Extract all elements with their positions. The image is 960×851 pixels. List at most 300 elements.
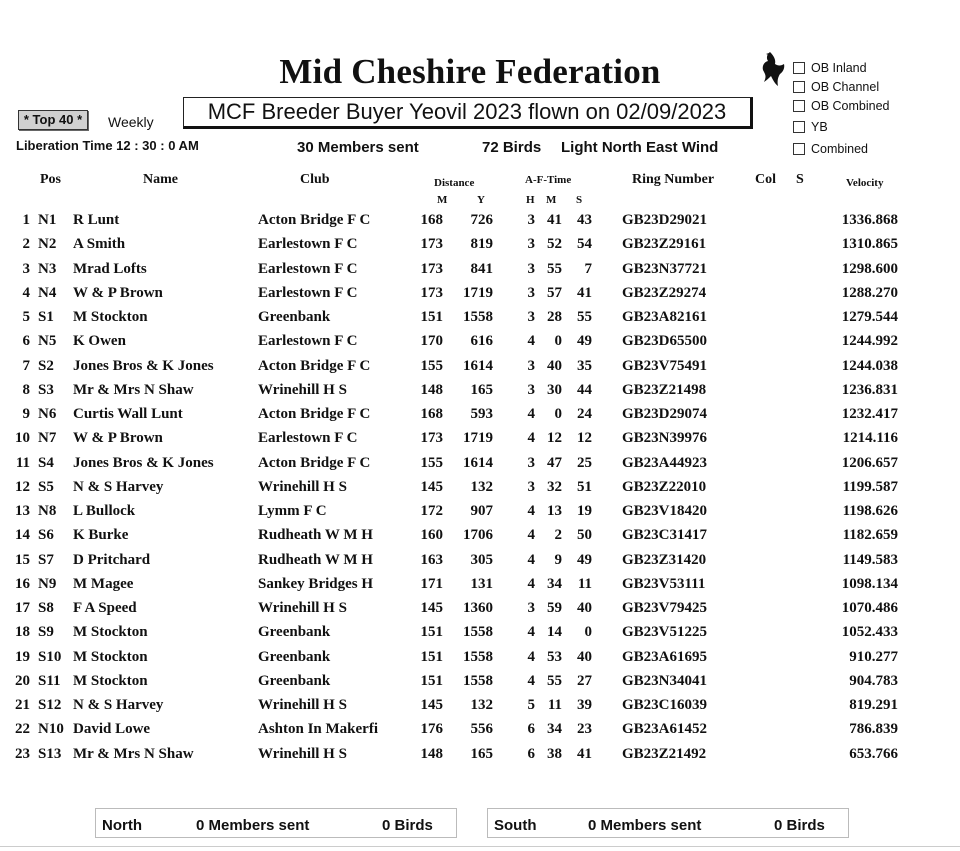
distance-yards-cell: 841 (470, 260, 493, 277)
distance-miles-cell: 155 (420, 357, 443, 374)
club-cell: Wrinehill H S (258, 381, 347, 398)
table-row (0, 552, 960, 576)
time-hours-cell: 3 (527, 600, 535, 616)
option-ob-channel[interactable] (793, 79, 879, 95)
ring-number-cell: GB23Z29161 (622, 236, 707, 253)
club-cell: Wrinehill H S (258, 745, 347, 762)
ring-number-cell: GB23A61695 (622, 648, 708, 665)
distance-miles-cell: 171 (420, 575, 443, 592)
velocity-cell: 1336.868 (841, 212, 898, 228)
section-cell: N5 (38, 333, 57, 350)
distance-miles-cell: 168 (420, 406, 443, 422)
table-row (0, 406, 960, 430)
distance-miles-cell: 176 (420, 721, 443, 738)
name-cell: F A Speed (73, 600, 137, 616)
time-hours-cell: 3 (527, 381, 535, 398)
time-minutes-cell: 59 (547, 600, 562, 616)
time-minutes-cell: 34 (547, 575, 562, 592)
wind-conditions: Light North East Wind (561, 139, 719, 156)
time-seconds-cell: 50 (577, 527, 592, 544)
distance-miles-cell: 151 (420, 309, 443, 325)
name-cell: Curtis Wall Lunt (73, 406, 183, 422)
pos-cell: 5 (22, 309, 30, 325)
club-cell: Wrinehill H S (258, 600, 347, 616)
distance-miles-cell: 148 (420, 745, 443, 762)
distance-miles-cell: 155 (420, 454, 443, 471)
time-seconds-cell: 12 (577, 430, 592, 447)
velocity-cell: 1198.626 (842, 503, 898, 519)
section-cell: N8 (38, 503, 57, 519)
ring-number-cell: GB23Z31420 (622, 551, 707, 568)
velocity-cell: 653.766 (849, 745, 898, 762)
time-minutes-cell: 32 (547, 478, 562, 495)
pos-cell: 12 (15, 478, 30, 495)
table-row (0, 527, 960, 551)
distance-yards-cell: 1614 (463, 454, 493, 471)
name-cell: R Lunt (73, 212, 120, 228)
velocity-cell: 1298.600 (841, 260, 898, 277)
distance-yards-cell: 593 (470, 406, 493, 422)
distance-miles-cell: 145 (420, 600, 443, 616)
distance-yards-cell: 819 (470, 236, 493, 253)
distance-miles-cell: 173 (420, 260, 443, 277)
club-cell: Earlestown F C (258, 236, 358, 253)
time-hours-cell: 6 (527, 721, 535, 738)
table-row (0, 455, 960, 479)
distance-yards-cell: 1558 (463, 672, 493, 689)
club-cell: Acton Bridge F C (258, 406, 371, 422)
time-hours-cell: 4 (527, 624, 535, 641)
pos-cell: 19 (15, 648, 30, 665)
checkbox-icon[interactable] (793, 100, 805, 112)
velocity-cell: 1182.659 (842, 527, 898, 544)
time-hours-cell: 4 (527, 551, 535, 568)
time-seconds-cell: 49 (577, 551, 592, 568)
time-hours-cell: 3 (527, 260, 535, 277)
name-cell: M Stockton (73, 309, 148, 325)
checkbox-icon[interactable] (793, 81, 805, 93)
velocity-cell: 1206.657 (841, 454, 898, 471)
pos-cell: 6 (22, 333, 30, 350)
name-cell: Mrad Lofts (73, 260, 147, 277)
club-cell: Acton Bridge F C (258, 212, 371, 228)
col-dist-m: M (437, 194, 448, 206)
time-minutes-cell: 52 (547, 236, 562, 253)
name-cell: David Lowe (73, 721, 151, 738)
section-cell: S10 (38, 648, 62, 665)
south-members: 0 Members sent (588, 817, 702, 834)
section-cell: N4 (38, 284, 57, 301)
time-hours-cell: 3 (527, 284, 535, 301)
club-cell: Acton Bridge F C (258, 357, 371, 374)
name-cell: L Bullock (73, 503, 136, 519)
velocity-cell: 1149.583 (842, 551, 898, 568)
section-cell: S9 (38, 624, 54, 641)
velocity-cell: 1232.417 (841, 406, 898, 422)
time-hours-cell: 3 (527, 478, 535, 495)
pos-cell: 11 (15, 454, 30, 471)
ring-number-cell: GB23Z21492 (622, 745, 707, 762)
velocity-cell: 1199.587 (842, 478, 898, 495)
section-cell: N10 (38, 721, 64, 738)
ring-number-cell: GB23C31417 (622, 527, 708, 544)
north-birds: 0 Birds (382, 817, 433, 834)
section-cell: N9 (38, 575, 57, 592)
section-cell: S3 (38, 381, 54, 398)
checkbox-icon[interactable] (793, 121, 805, 133)
time-hours-cell: 4 (527, 527, 535, 544)
distance-miles-cell: 172 (420, 503, 443, 519)
name-cell: M Stockton (73, 672, 148, 689)
time-seconds-cell: 23 (577, 721, 592, 738)
col-aftime: A-F-Time (525, 174, 572, 186)
pos-cell: 20 (15, 672, 30, 689)
pos-cell: 15 (15, 551, 30, 568)
time-hours-cell: 4 (527, 672, 535, 689)
distance-yards-cell: 726 (470, 212, 493, 228)
time-seconds-cell: 11 (577, 575, 592, 592)
section-cell: S2 (38, 357, 54, 374)
time-hours-cell: 6 (527, 745, 535, 762)
time-minutes-cell: 11 (547, 697, 562, 713)
distance-yards-cell: 1719 (463, 284, 493, 301)
time-seconds-cell: 55 (577, 309, 592, 325)
distance-yards-cell: 165 (470, 381, 493, 398)
section-cell: N6 (38, 406, 57, 422)
velocity-cell: 1279.544 (841, 309, 898, 325)
section-cell: N2 (38, 236, 57, 253)
name-cell: D Pritchard (73, 551, 151, 568)
time-minutes-cell: 38 (547, 745, 562, 762)
ring-number-cell: GB23V51225 (622, 624, 708, 641)
time-hours-cell: 4 (527, 648, 535, 665)
section-cell: N7 (38, 430, 57, 447)
col-time-m: M (546, 194, 557, 206)
ring-number-cell: GB23Z21498 (622, 381, 707, 398)
name-cell: K Burke (73, 527, 129, 544)
ring-number-cell: GB23A61452 (622, 721, 708, 738)
distance-miles-cell: 163 (420, 551, 443, 568)
time-seconds-cell: 54 (577, 236, 592, 253)
col-club: Club (300, 172, 330, 187)
table-row (0, 649, 960, 673)
time-seconds-cell: 44 (577, 381, 592, 398)
ring-number-cell: GB23V79425 (622, 600, 708, 616)
time-minutes-cell: 55 (547, 260, 562, 277)
distance-miles-cell: 148 (420, 381, 443, 398)
south-label: South (494, 817, 537, 834)
divider (0, 846, 960, 847)
time-seconds-cell: 19 (577, 503, 592, 519)
section-cell: S13 (38, 745, 62, 762)
distance-yards-cell: 132 (470, 478, 493, 495)
option-yb[interactable] (793, 119, 828, 135)
ring-number-cell: GB23D65500 (622, 333, 708, 350)
velocity-cell: 1310.865 (841, 236, 898, 253)
velocity-cell: 819.291 (849, 697, 898, 713)
time-seconds-cell: 41 (577, 284, 592, 301)
club-cell: Rudheath W M H (258, 527, 373, 544)
time-hours-cell: 4 (527, 406, 535, 422)
liberation-time: Liberation Time 12 : 30 : 0 AM (16, 138, 199, 153)
pos-cell: 7 (22, 357, 30, 374)
option-label: Combined (811, 142, 868, 156)
col-velocity: Velocity (846, 177, 884, 189)
time-hours-cell: 3 (527, 212, 535, 228)
club-cell: Greenbank (258, 309, 331, 325)
name-cell: K Owen (73, 333, 126, 350)
pos-cell: 2 (22, 236, 30, 253)
time-minutes-cell: 28 (547, 309, 562, 325)
club-cell: Rudheath W M H (258, 551, 373, 568)
birds-count: 72 Birds (482, 139, 542, 156)
pos-cell: 3 (22, 260, 30, 277)
option-label: OB Channel (811, 80, 880, 94)
club-cell: Greenbank (258, 624, 331, 641)
time-minutes-cell: 2 (554, 527, 562, 544)
option-label: OB Inland (811, 61, 867, 75)
distance-yards-cell: 616 (470, 333, 493, 350)
table-row (0, 261, 960, 285)
time-minutes-cell: 47 (547, 454, 562, 471)
name-cell: Jones Bros & K Jones (73, 454, 214, 471)
pos-cell: 14 (15, 527, 30, 544)
distance-miles-cell: 173 (420, 284, 443, 301)
pos-cell: 22 (15, 721, 30, 738)
ring-number-cell: GB23A44923 (622, 454, 708, 471)
club-cell: Lymm F C (258, 503, 327, 519)
name-cell: M Stockton (73, 648, 148, 665)
name-cell: N & S Harvey (73, 478, 164, 495)
time-seconds-cell: 40 (577, 600, 592, 616)
distance-yards-cell: 556 (470, 721, 493, 738)
col-colour: Col (755, 172, 776, 187)
velocity-cell: 1070.486 (841, 600, 898, 616)
time-minutes-cell: 41 (547, 212, 562, 228)
time-minutes-cell: 12 (547, 430, 562, 447)
time-seconds-cell: 7 (584, 260, 592, 277)
distance-miles-cell: 160 (420, 527, 443, 544)
velocity-cell: 1098.134 (841, 575, 898, 592)
time-hours-cell: 5 (527, 697, 535, 713)
time-minutes-cell: 13 (547, 503, 562, 519)
section-cell: S6 (38, 527, 54, 544)
south-birds: 0 Birds (774, 817, 825, 834)
distance-miles-cell: 151 (420, 672, 443, 689)
pos-cell: 16 (15, 575, 30, 592)
time-minutes-cell: 30 (547, 381, 562, 398)
club-cell: Ashton In Makerfi (258, 721, 379, 738)
table-row (0, 382, 960, 406)
col-ring: Ring Number (632, 172, 715, 187)
velocity-cell: 1244.992 (841, 333, 898, 350)
time-seconds-cell: 27 (577, 672, 592, 689)
pos-cell: 9 (22, 406, 30, 422)
distance-miles-cell: 151 (420, 648, 443, 665)
table-row (0, 600, 960, 624)
time-hours-cell: 3 (527, 357, 535, 374)
name-cell: M Magee (73, 575, 134, 592)
velocity-cell: 786.839 (849, 721, 898, 738)
ring-number-cell: GB23V18420 (622, 503, 708, 519)
time-seconds-cell: 0 (584, 624, 592, 641)
col-time-s: S (576, 194, 583, 206)
velocity-cell: 1214.116 (842, 430, 898, 447)
section-cell: S11 (38, 672, 61, 689)
table-row (0, 430, 960, 454)
table-row (0, 358, 960, 382)
time-seconds-cell: 41 (577, 745, 592, 762)
time-minutes-cell: 57 (547, 284, 562, 301)
section-cell: N1 (38, 212, 57, 228)
checkbox-icon[interactable] (793, 143, 805, 155)
option-label: YB (811, 120, 828, 134)
section-cell: S8 (38, 600, 54, 616)
club-cell: Sankey Bridges H (258, 575, 374, 592)
distance-miles-cell: 151 (420, 624, 443, 641)
time-minutes-cell: 9 (554, 551, 562, 568)
distance-yards-cell: 1558 (463, 648, 493, 665)
time-minutes-cell: 0 (554, 406, 562, 422)
page-title: Mid Cheshire Federation (279, 52, 661, 91)
option-ob-inland[interactable] (793, 60, 867, 76)
weekly-label: Weekly (108, 114, 154, 130)
section-cell: S12 (38, 697, 62, 713)
table-row (0, 576, 960, 600)
time-hours-cell: 3 (527, 309, 535, 325)
name-cell: W & P Brown (73, 430, 163, 447)
name-cell: Mr & Mrs N Shaw (73, 745, 194, 762)
velocity-cell: 1244.038 (841, 357, 898, 374)
pos-cell: 18 (15, 624, 30, 641)
time-seconds-cell: 24 (577, 406, 592, 422)
distance-miles-cell: 173 (420, 430, 443, 447)
ring-number-cell: GB23N34041 (622, 672, 708, 689)
velocity-cell: 1288.270 (841, 284, 898, 301)
section-cell: S7 (38, 551, 54, 568)
name-cell: A Smith (73, 236, 126, 253)
time-seconds-cell: 25 (577, 454, 592, 471)
north-members: 0 Members sent (196, 817, 310, 834)
pos-cell: 4 (22, 284, 30, 301)
section-cell: N3 (38, 260, 57, 277)
option-combined[interactable] (793, 141, 868, 157)
table-row (0, 746, 960, 770)
velocity-cell: 1236.831 (841, 381, 898, 398)
distance-miles-cell: 168 (420, 212, 443, 228)
ring-number-cell: GB23D29074 (622, 406, 708, 422)
distance-miles-cell: 145 (420, 697, 443, 713)
ring-number-cell: GB23A82161 (622, 309, 708, 325)
name-cell: M Stockton (73, 624, 148, 641)
race-subtitle: MCF Breeder Buyer Yeovil 2023 flown on 02/09/2023 (183, 97, 753, 129)
ring-number-cell: GB23N39976 (622, 430, 708, 447)
table-row (0, 309, 960, 333)
velocity-cell: 1052.433 (841, 624, 898, 641)
col-distance: Distance (434, 177, 475, 189)
distance-yards-cell: 1719 (463, 430, 493, 447)
option-label: OB Combined (811, 99, 890, 113)
time-hours-cell: 4 (527, 430, 535, 447)
time-seconds-cell: 51 (577, 478, 592, 495)
table-row (0, 673, 960, 697)
time-minutes-cell: 53 (547, 648, 562, 665)
ring-number-cell: GB23N37721 (622, 260, 708, 277)
table-row (0, 697, 960, 721)
distance-miles-cell: 173 (420, 236, 443, 253)
distance-yards-cell: 1614 (463, 357, 493, 374)
table-row (0, 212, 960, 236)
distance-yards-cell: 165 (470, 745, 493, 762)
section-cell: S5 (38, 478, 54, 495)
south-summary (487, 808, 849, 838)
time-minutes-cell: 55 (547, 672, 562, 689)
col-sex: S (796, 172, 804, 187)
top40-button[interactable]: * Top 40 * (18, 110, 88, 130)
north-summary (95, 808, 457, 838)
club-cell: Wrinehill H S (258, 478, 347, 495)
distance-yards-cell: 1360 (463, 600, 493, 616)
pos-cell: 13 (15, 503, 30, 519)
time-seconds-cell: 40 (577, 648, 592, 665)
table-row (0, 285, 960, 309)
section-cell: S1 (38, 309, 54, 325)
velocity-cell: 904.783 (849, 672, 898, 689)
pos-cell: 1 (22, 212, 30, 228)
name-cell: N & S Harvey (73, 697, 164, 713)
time-minutes-cell: 34 (547, 721, 562, 738)
north-label: North (102, 817, 142, 834)
time-minutes-cell: 0 (554, 333, 562, 350)
distance-miles-cell: 145 (420, 478, 443, 495)
distance-miles-cell: 170 (420, 333, 443, 350)
club-cell: Earlestown F C (258, 430, 358, 447)
ring-number-cell: GB23C16039 (622, 697, 708, 713)
option-ob-combined[interactable] (793, 98, 890, 114)
table-row (0, 479, 960, 503)
club-cell: Earlestown F C (258, 260, 358, 277)
distance-yards-cell: 1558 (463, 309, 493, 325)
club-cell: Greenbank (258, 648, 331, 665)
pos-cell: 17 (15, 600, 30, 616)
distance-yards-cell: 1558 (463, 624, 493, 641)
pos-cell: 21 (15, 697, 30, 713)
table-row (0, 333, 960, 357)
col-time-h: H (526, 194, 535, 206)
pigeon-silhouette-icon (758, 50, 788, 90)
distance-yards-cell: 1706 (463, 527, 493, 544)
time-seconds-cell: 39 (577, 697, 592, 713)
ring-number-cell: GB23D29021 (622, 212, 708, 228)
ring-number-cell: GB23V53111 (622, 575, 706, 592)
time-seconds-cell: 43 (577, 212, 592, 228)
col-dist-y: Y (477, 194, 485, 206)
ring-number-cell: GB23V75491 (622, 357, 708, 374)
velocity-cell: 910.277 (849, 648, 898, 665)
distance-yards-cell: 907 (470, 503, 493, 519)
time-seconds-cell: 49 (577, 333, 592, 350)
club-cell: Greenbank (258, 672, 331, 689)
club-cell: Acton Bridge F C (258, 454, 371, 471)
distance-yards-cell: 131 (470, 575, 493, 592)
ring-number-cell: GB23Z29274 (622, 284, 707, 301)
pos-cell: 23 (15, 745, 30, 762)
table-row (0, 721, 960, 745)
time-hours-cell: 4 (527, 575, 535, 592)
checkbox-icon[interactable] (793, 62, 805, 74)
time-hours-cell: 3 (527, 454, 535, 471)
table-row (0, 503, 960, 527)
